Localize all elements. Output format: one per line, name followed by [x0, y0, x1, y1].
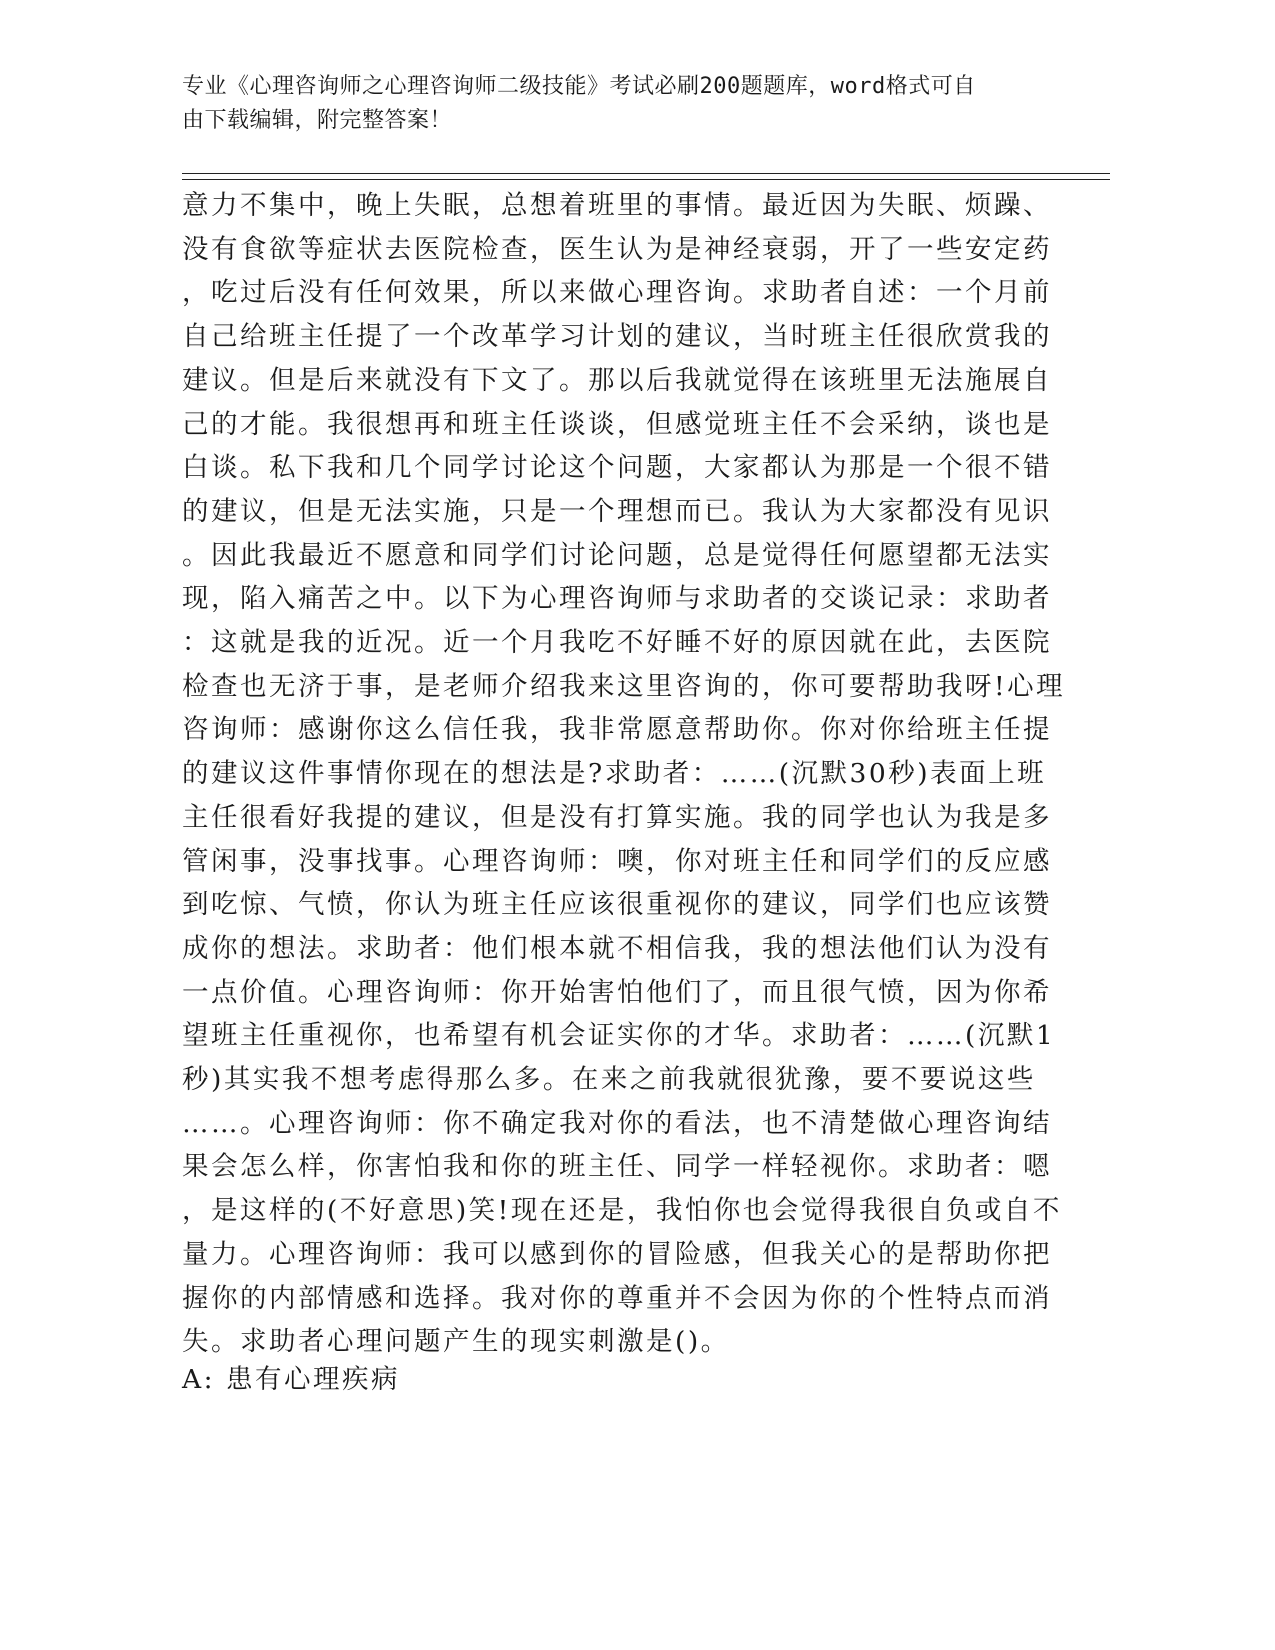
passage-line: 建议。但是后来就没有下文了。那以后我就觉得在该班里无法施展自	[182, 364, 1052, 396]
passage-line: 现，陷入痛苦之中。以下为心理咨询师与求助者的交谈记录：求助者	[182, 583, 1052, 615]
passage-line: ……。心理咨询师：你不确定我对你的看法，也不清楚做心理咨询结	[182, 1107, 1052, 1139]
header-divider-top	[182, 173, 1110, 174]
passage-line: ：这就是我的近况。近一个月我吃不好睡不好的原因就在此，去医院	[182, 627, 1052, 659]
passage-line: 秒)其实我不想考虑得那么多。在来之前我就很犹豫，要不要说这些	[182, 1064, 1036, 1096]
passage-line: 白谈。私下我和几个同学讨论这个问题，大家都认为那是一个很不错	[182, 452, 1052, 484]
passage-line: 自己给班主任提了一个改革学习计划的建议，当时班主任很欣赏我的	[182, 321, 1052, 353]
passage-line: ，是这样的(不好意思)笑!现在还是，我怕你也会觉得我很自负或自不	[182, 1195, 1062, 1227]
passage-line: 望班主任重视你，也希望有机会证实你的才华。求助者：……(沉默1	[182, 1020, 1056, 1052]
passage-line: 检查也无济于事，是老师介绍我来这里咨询的，你可要帮助我呀!心理	[182, 670, 1066, 702]
passage-line: 成你的想法。求助者：他们根本就不相信我，我的想法他们认为没有	[182, 932, 1052, 964]
passage-line: 果会怎么样，你害怕我和你的班主任、同学一样轻视你。求助者：嗯	[182, 1151, 1052, 1183]
passage-line: 。因此我最近不愿意和同学们讨论问题，总是觉得任何愿望都无法实	[182, 539, 1052, 571]
passage-line: 到吃惊、气愤，你认为班主任应该很重视你的建议，同学们也应该赞	[182, 889, 1052, 921]
answer-option-a[interactable]: A: 患有心理疾病	[182, 1364, 400, 1395]
header-title-line-1: 专业《心理咨询师之心理咨询师二级技能》考试必刷200题题库，word格式可自	[182, 74, 976, 99]
passage-line: ，吃过后没有任何效果，所以来做心理咨询。求助者自述：一个月前	[182, 277, 1052, 309]
passage-line: 管闲事，没事找事。心理咨询师：噢，你对班主任和同学们的反应感	[182, 845, 1052, 877]
passage-line: 主任很看好我提的建议，但是没有打算实施。我的同学也认为我是多	[182, 801, 1052, 833]
passage-line: 咨询师：感谢你这么信任我，我非常愿意帮助你。你对你给班主任提	[182, 714, 1052, 746]
header-divider-bottom	[182, 179, 1110, 180]
page-header	[182, 70, 1062, 138]
header-title-line-2: 由下载编辑，附完整答案！	[182, 108, 453, 133]
passage-line: 失。求助者心理问题产生的现实刺激是()。	[182, 1326, 730, 1358]
passage-line: 的建议，但是无法实施，只是一个理想而已。我认为大家都没有见识	[182, 495, 1052, 527]
question-passage	[182, 184, 1066, 1364]
passage-line: 握你的内部情感和选择。我对你的尊重并不会因为你的个性特点而消	[182, 1282, 1052, 1314]
passage-line: 己的才能。我很想再和班主任谈谈，但感觉班主任不会采纳，谈也是	[182, 408, 1052, 440]
passage-line: 没有食欲等症状去医院检查，医生认为是神经衰弱，开了一些安定药	[182, 233, 1052, 265]
passage-line: 的建议这件事情你现在的想法是?求助者：……(沉默30秒)表面上班	[182, 758, 1047, 790]
passage-line: 意力不集中，晚上失眠，总想着班里的事情。最近因为失眠、烦躁、	[182, 190, 1052, 221]
passage-line: 一点价值。心理咨询师：你开始害怕他们了，而且很气愤，因为你希	[182, 976, 1052, 1008]
passage-line: 量力。心理咨询师：我可以感到你的冒险感，但我关心的是帮助你把	[182, 1238, 1052, 1270]
